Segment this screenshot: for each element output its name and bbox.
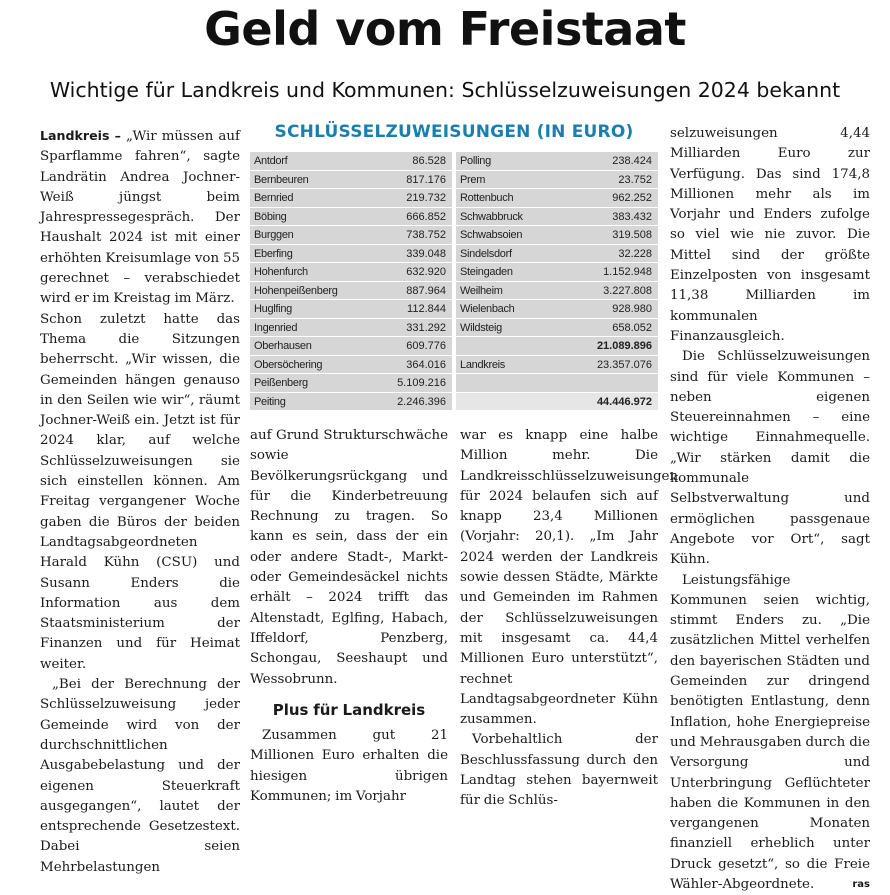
municipality-name: Oberhausen <box>254 340 312 352</box>
table-row <box>250 337 452 356</box>
table-row <box>456 245 658 264</box>
dateline: Landkreis – <box>40 128 121 143</box>
table-row <box>456 393 658 412</box>
table-row <box>250 356 452 375</box>
table-row <box>456 374 658 393</box>
allocation-value: 2.246.396 <box>397 395 446 408</box>
table-row <box>456 319 658 338</box>
table-row <box>456 152 658 171</box>
allocation-value: 3.227.808 <box>603 284 652 297</box>
table-row <box>250 208 452 227</box>
allocation-value: 112.844 <box>407 303 446 315</box>
allocation-value: 658.052 <box>612 321 652 334</box>
infobox-title: SCHLÜSSELZUWEISUNGEN (IN EURO) <box>274 122 634 142</box>
municipality-name: Bernried <box>254 192 294 204</box>
table-row <box>250 245 452 264</box>
allocation-value: 238.424 <box>612 155 652 167</box>
municipality-name: Peißenberg <box>254 377 308 389</box>
article-column-2 <box>250 426 448 807</box>
paragraph: Die Schlüsselzuweisungen sind für viele Kommunen – neben eigenen Steuereinnahmen – eine wichtige Einnahmequelle. „Wir stärken damit die kommunale Selbstverwaltung und ermöglichen passgenaue Angebote vor Ort“, sagt Kühn. <box>670 349 870 568</box>
allocation-value: 23.752 <box>618 173 652 186</box>
allocation-value: 962.252 <box>612 192 652 204</box>
allocation-value: 319.508 <box>612 229 652 241</box>
allocation-value: 632.920 <box>406 266 446 278</box>
municipality-name: Wielenbach <box>460 303 515 315</box>
municipality-name: Rottenbuch <box>460 192 514 204</box>
municipality-name: Huglfing <box>254 303 292 315</box>
paragraph: selzuweisungen 4,44 Milliarden Euro zur Verfügung. Das sind 174,8 Millionen mehr als im Vorjahr und Enders zufolge so viel wie nie zuvor. Die Mittel sind der größte Einzelposten von insgesamt 11,38 Milliarden im kommunalen Finanzausgleich. <box>670 126 870 344</box>
allocation-value: 887.964 <box>406 284 446 297</box>
allocation-value: 44.446.972 <box>596 395 652 408</box>
paragraph-text: Leistungsfähige Kommunen seien wichtig, stimmt Enders zu. „Die zusätzlichen Mittel verhelfen den bayerischen Städten und Gemeinden zur dringend benötigten Entlastung, denn Inflation, hohe Energiepreise und Mehrausgaben durch die Versorgung und Unterbringung Geflüchteter haben die Kommunen in den vergangenen Monaten finanziell erheblich unter Druck gesetzt“, so die Freie Wähler-Abgeordnete. <box>670 572 870 892</box>
headline: Geld vom Freistaat <box>204 2 686 56</box>
allocation-value: 666.852 <box>406 210 446 223</box>
municipality-name: Prem <box>460 173 486 186</box>
allocation-value: 21.089.896 <box>596 340 652 352</box>
paragraph <box>40 126 240 310</box>
allocation-value: 928.980 <box>612 303 652 315</box>
allocation-value: 364.016 <box>406 358 446 371</box>
paragraph: Zusammen gut 21 Millionen Euro erhalten die hiesigen übrigen Kommunen; im Vorjahr <box>250 728 448 805</box>
article-column-3 <box>460 426 679 812</box>
table-row <box>250 374 452 393</box>
table-row <box>456 356 658 375</box>
municipality-name: Bernbeuren <box>254 173 309 186</box>
paragraph: „Bei der Berechnung der Schlüsselzuweisung jeder Gemeinde wird von der durchschnittlichen Ausgabebelastung und der eigenen Steuerkraft ausgegangen“, lautet der entsprechende Gesetzestext. Dabei seien Mehrbelastungen <box>40 677 240 875</box>
allocation-value: 817.176 <box>406 173 446 186</box>
table-row <box>456 300 658 319</box>
table-row <box>456 208 658 227</box>
subheadline: Wichtige für Landkreis und Kommunen: Schlüsselzuweisungen 2024 bekannt <box>49 78 841 102</box>
table-column-right <box>456 152 658 411</box>
table-row <box>250 263 452 282</box>
table-row <box>456 263 658 282</box>
paragraph-text: „Wir müssen auf Sparflamme fahren“, sagte Landrätin Andrea Jochner-Weiß jüngst beim Jahrespressegespräch. Der Haushalt 2024 ist mit einer erhöhten Kreisumlage von 55 gerechnet – verabschiedet wird er im Kreistag im März. <box>40 129 240 307</box>
allocation-value: 86.528 <box>412 155 446 167</box>
municipality-name: Weilheim <box>460 284 503 297</box>
allocation-value: 331.292 <box>406 321 446 334</box>
allocation-value: 32.228 <box>618 247 652 260</box>
article-column-4 <box>670 124 870 895</box>
municipality-name: Antdorf <box>254 155 288 167</box>
municipality-name: Polling <box>460 155 491 167</box>
paragraph: auf Grund Strukturschwäche sowie Bevölkerungsrückgang und für die Kinderbetreuung Rechnung zu tragen. So kann es sein, dass der ein oder andere Stadt-, Markt- oder Gemeindesäckel nichts erhält – 2024 trifft das Altenstadt, Eglfing, Habach, Iffeldorf, Penzberg, Schongau, Seeshaupt und Wessobrunn. <box>250 428 448 687</box>
section-subtitle: Plus für Landkreis <box>272 700 426 719</box>
table-row <box>456 189 658 208</box>
table-row <box>456 282 658 301</box>
municipality-name: Wildsteig <box>460 321 502 334</box>
allocation-value: 23.357.076 <box>596 358 652 371</box>
table-row <box>250 226 452 245</box>
allocation-value: 609.776 <box>406 340 446 352</box>
article-column-1 <box>40 126 240 878</box>
municipality-name: Landkreis <box>460 358 505 371</box>
table-row <box>456 337 658 356</box>
paragraph: Vorbehaltlich der Beschlussfassung durch den Landtag stehen bayernweit für die Schlüs- <box>460 732 658 809</box>
allocation-value: 339.048 <box>406 247 446 260</box>
table-row <box>250 152 452 171</box>
table-row <box>456 226 658 245</box>
municipality-name: Burggen <box>254 229 294 241</box>
table-row <box>250 171 452 190</box>
municipality-name: Steingaden <box>460 266 513 278</box>
table-row <box>250 300 452 319</box>
allocation-value: 383.432 <box>612 210 652 223</box>
municipality-name: Obersöchering <box>254 358 323 371</box>
municipality-name: Hohenfurch <box>254 266 308 278</box>
allocation-value: 1.152.948 <box>603 266 652 278</box>
municipality-name: Schwabsoien <box>460 229 523 241</box>
table-row <box>456 171 658 190</box>
table-row <box>250 282 452 301</box>
table-row <box>250 319 452 338</box>
allocation-value: 738.752 <box>406 229 446 241</box>
municipality-name: Peiting <box>254 395 286 408</box>
municipality-name: Ingenried <box>254 321 298 334</box>
municipality-name: Sindelsdorf <box>460 247 512 260</box>
table-column-left <box>250 152 452 411</box>
municipality-name: Böbing <box>254 210 287 223</box>
paragraph: war es knapp eine halbe Million mehr. Die Landkreisschlüsselzuweisungen für 2024 belaufen sich auf knapp 23,4 Millionen (Vorjahr: 20,1). „Im Jahr 2024 werden der Landkreis sowie dessen Städte, Märkte und Gemeinden im Rahmen der Schlüsselzuweisungen mit insgesamt ca. 44,4 Millionen Euro unterstützt“, rechnet Landtagsabgeordneter Kühn zusammen. <box>460 428 679 728</box>
allocation-table <box>250 152 658 411</box>
table-row <box>250 393 452 412</box>
municipality-name: Hohenpeißenberg <box>254 284 338 297</box>
table-row <box>250 189 452 208</box>
author-signature: ras <box>852 878 870 890</box>
paragraph <box>670 571 870 895</box>
allocation-value: 219.732 <box>406 192 446 204</box>
municipality-name: Schwabbruck <box>460 210 523 223</box>
allocation-value: 5.109.216 <box>397 377 446 389</box>
municipality-name: Eberfing <box>254 247 293 260</box>
paragraph: Schon zuletzt hatte das Thema die Sitzungen beherrscht. „Wir wissen, die Gemeinden hängen genauso in den Seilen wie wir“, räumt Jochner-Weiß ein. Jetzt ist für 2024 klar, auf welche Schlüsselzuweisungen sie sich einstellen können. Am Freitag vergangener Woche gaben die Büros der beiden Landtagsabgeordneten Harald Kühn (CSU) und Susann Enders die Information aus dem Staatsministerium der Finanzen und für Heimat weiter. <box>40 311 240 672</box>
